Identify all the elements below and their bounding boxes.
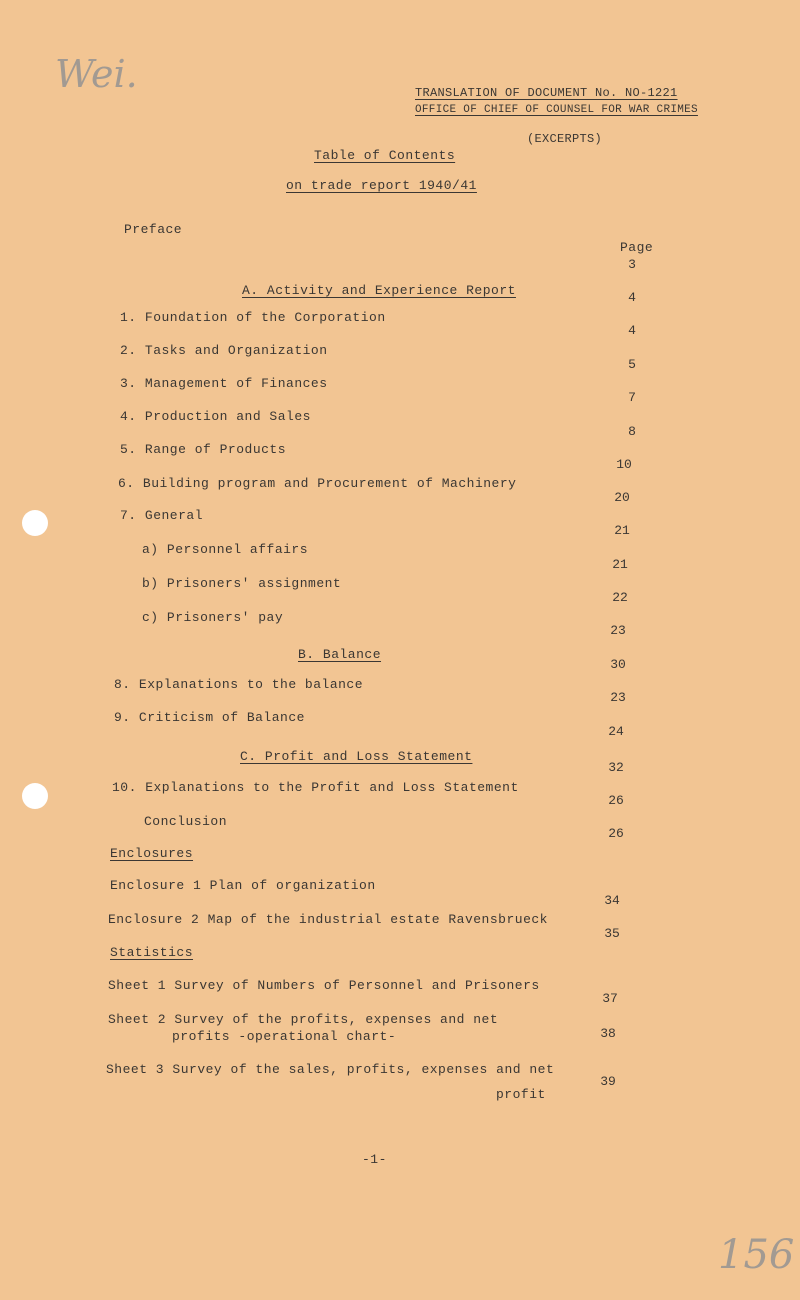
toc-section-b: B. Balance xyxy=(298,647,382,662)
page-number: 4 xyxy=(628,290,636,305)
page-number: 32 xyxy=(608,760,624,775)
toc-entry-7a: a) Personnel affairs xyxy=(142,542,309,557)
toc-section-c: C. Profit and Loss Statement xyxy=(240,749,473,764)
page-number: 7 xyxy=(628,390,636,405)
punch-hole xyxy=(22,783,48,809)
page-number: 23 xyxy=(610,623,626,638)
page-number: 10 xyxy=(616,457,632,472)
toc-entry-9: 9. Criticism of Balance xyxy=(114,710,305,725)
toc-section-a: A. Activity and Experience Report xyxy=(242,283,516,298)
page-number: 8 xyxy=(628,424,636,439)
handwritten-note: Wei. xyxy=(55,52,138,96)
toc-sheet-3-cont: profit xyxy=(496,1087,546,1102)
page-column-label: Page xyxy=(620,240,654,255)
page-title: Table of Contents xyxy=(314,148,456,163)
page-number: 24 xyxy=(608,724,624,739)
page-number: 34 xyxy=(604,893,620,908)
page-number: 4 xyxy=(628,323,636,338)
header-line-1: TRANSLATION OF DOCUMENT No. NO-1221 xyxy=(415,86,678,100)
page-subtitle: on trade report 1940/41 xyxy=(286,178,477,193)
toc-sheet-3: Sheet 3 Survey of the sales, profits, expenses and net xyxy=(106,1062,555,1077)
toc-entry-10: 10. Explanations to the Profit and Loss Statement xyxy=(112,780,519,795)
toc-entry-5: 5. Range of Products xyxy=(120,442,287,457)
toc-enclosure-1: Enclosure 1 Plan of organization xyxy=(110,878,376,893)
header-line-2: OFFICE OF CHIEF OF COUNSEL FOR WAR CRIMES xyxy=(415,104,698,116)
toc-enclosure-2: Enclosure 2 Map of the industrial estate Ravensbrueck xyxy=(108,912,548,927)
page-number: 5 xyxy=(628,357,636,372)
toc-entry-6: 6. Building program and Procurement of Machinery xyxy=(118,476,517,491)
toc-entry-4: 4. Production and Sales xyxy=(120,409,311,424)
page-number: 26 xyxy=(608,793,624,808)
page-number: 21 xyxy=(612,557,628,572)
page-number: 3 xyxy=(628,257,636,272)
toc-entry-7b: b) Prisoners' assignment xyxy=(142,576,342,591)
page-number: 23 xyxy=(610,690,626,705)
page-number: 39 xyxy=(600,1074,616,1089)
toc-entry-7: 7. General xyxy=(120,508,204,523)
page-number: 35 xyxy=(604,926,620,941)
page-number: 30 xyxy=(610,657,626,672)
punch-hole xyxy=(22,510,48,536)
toc-conclusion: Conclusion xyxy=(144,814,228,829)
toc-entry-1: 1. Foundation of the Corporation xyxy=(120,310,386,325)
toc-sheet-2: Sheet 2 Survey of the profits, expenses and net xyxy=(108,1012,499,1027)
toc-enclosures-heading: Enclosures xyxy=(110,846,194,861)
toc-entry-2: 2. Tasks and Organization xyxy=(120,343,328,358)
page-number: 26 xyxy=(608,826,624,841)
toc-preface: Preface xyxy=(124,222,183,237)
header-excerpts: (EXCERPTS) xyxy=(527,132,603,146)
page-number: 37 xyxy=(602,991,618,1006)
toc-entry-7c: c) Prisoners' pay xyxy=(142,610,284,625)
toc-sheet-2-cont: profits -operational chart- xyxy=(172,1029,397,1044)
handwritten-page-number: 156 xyxy=(718,1232,795,1278)
page-number: 22 xyxy=(612,590,628,605)
page-number: 20 xyxy=(614,490,630,505)
toc-statistics-heading: Statistics xyxy=(110,945,194,960)
toc-entry-3: 3. Management of Finances xyxy=(120,376,328,391)
toc-entry-8: 8. Explanations to the balance xyxy=(114,677,364,692)
page-number: 21 xyxy=(614,523,630,538)
page-number: 38 xyxy=(600,1026,616,1041)
toc-sheet-1: Sheet 1 Survey of Numbers of Personnel and Prisoners xyxy=(108,978,540,993)
page-footer-number: -1- xyxy=(362,1152,387,1167)
